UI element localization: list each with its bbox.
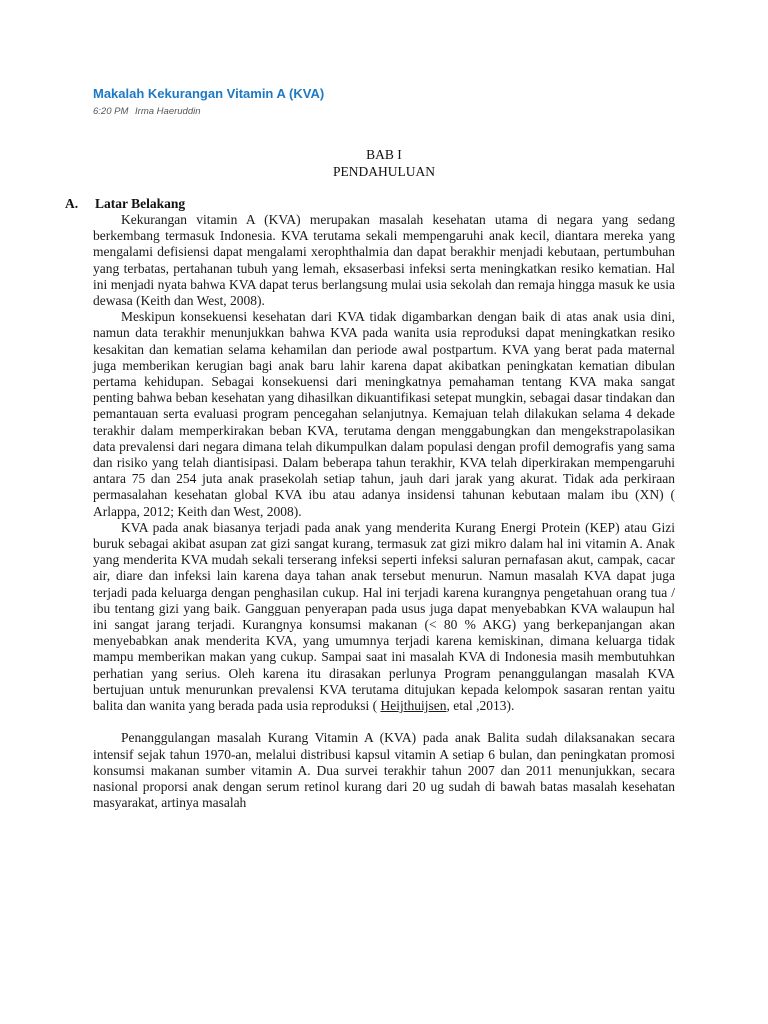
post-title[interactable]: Makalah Kekurangan Vitamin A (KVA) [93, 86, 325, 101]
post-meta [93, 106, 205, 117]
chapter-title: PENDAHULUAN [333, 164, 435, 179]
post-author[interactable]: Irma Haeruddin [135, 106, 201, 117]
paragraph-3 [93, 520, 675, 714]
section-title: Latar Belakang [95, 196, 186, 211]
post-time: 6:20 PM [93, 106, 129, 117]
section-label: A. [65, 196, 79, 211]
citation-link[interactable]: Heijthuijsen [380, 698, 447, 714]
paragraph-2: Meskipun konsekuensi kesehatan dari KVA tidak digambarkan dengan baik di atas anak usia dini, namun data terakhir menunjukkan bahwa KVA pada wanita usia reproduksi dapat meningkatkan resiko kesakitan dan kematian selama kehamilan dan periode awal postpartum. KVA yang berat pada maternal juga memberikan kerugian bagi anak baru lahir karena dapat akibatkan peningkatan kematian dibulan pertama kehidupan. Sebagai konsekuensi dari meningkatnya pemahaman tentang KVA maka sangat penting bahwa beban kesehatan yang dihasilkan dikuantifikasi setepat mungkin, sebagai dasar tindakan dan pemantauan serta evaluasi program pencegahan selanjutnya. Kemajuan telah dilakukan selama 4 dekade terakhir dalam memperkirakan beban KVA, terutama dengan menggabungkan dan mengekstrapolasikan data prevalensi dari negara dimana telah dikumpulkan dalam populasi dengan profil demografis yang sama dan risiko yang telah diantisipasi. Dalam beberapa tahun terakhir, KVA telah diperkirakan mempengaruhi antara 75 dan 254 juta anak prasekolah setiap tahun, jauh dari jarak yang akurat. Tidak ada perkiraan permasalahan kesehatan global KVA ibu atau adanya insidensi tahunan kebutaan malam ibu (XN) ( Arlappa, 2012; Keith dan West, 2008). [93, 309, 675, 519]
paragraph-3-text: KVA pada anak biasanya terjadi pada anak yang menderita Kurang Energi Protein (KEP) atau Gizi buruk sebagai akibat asupan zat gizi sangat kurang, termasuk zat gizi mikro dalam hal ini vitamin A. Anak yang menderita KVA mudah sekali terserang infeksi seperti infeksi saluran pernafasan akut, campak, cacar air, diare dan infeksi lain karena daya tahan anak tersebut menurun. Namun masalah KVA dapat juga terjadi pada keluarga dengan penghasilan cukup. Hal ini terjadi karena kurangnya pengetahuan orang tua / ibu tentang gizi yang baik. Gangguan penyerapan pada usus juga dapat menyebabkan KVA walaupun hal ini sangat jarang terjadi. Kurangnya konsumsi makanan (< 80 % AKG) yang berkepanjangan akan menyebabkan anak menderita KVA, yang umumnya terjadi karena kemiskinan, dimana keluarga tidak mampu memberikan makan yang cukup. Sampai saat ini masalah KVA di Indonesia masih membutuhkan perhatian yang serius. Oleh karena itu dirasakan perlunya Program penanggulangan masalah KVA bertujuan untuk menurunkan prevalensi KVA terutama ditujukan kepada kelompok sasaran rentan yaitu balita dan wanita yang berada pada usia reproduksi ( [93, 519, 675, 714]
chapter-number: BAB I [366, 147, 402, 162]
body-text [93, 212, 675, 811]
paragraph-3-tail: , etal ,2013). [446, 698, 515, 714]
section-heading [65, 196, 185, 212]
paragraph-4: Penanggulangan masalah Kurang Vitamin A (KVA) pada anak Balita sudah dilaksanakan secara intensif sejak tahun 1970-an, melalui distribusi kapsul vitamin A setiap 6 bulan, dan peningkatan promosi konsumsi makanan sumber vitamin A. Dua survei terakhir tahun 2007 dan 2011 menunjukkan, secara nasional proporsi anak dengan serum retinol kurang dari 20 ug sudah di bawah batas masalah kesehatan masyarakat, artinya masalah [93, 730, 675, 811]
paragraph-1: Kekurangan vitamin A (KVA) merupakan masalah kesehatan utama di negara yang sedang berkembang termasuk Indonesia. KVA terutama sekali mempengaruhi anak kecil, diantara mereka yang mengalami defisiensi dapat mengalami xerophthalmia dan dapat berakhir menjadi kebutaan, pertumbuhan yang terbatas, pertahanan tubuh yang lemah, eksaserbasi infeksi serta meningkatkan resiko kematian. Hal ini menjadi nyata bahwa KVA dapat terus berlangsung mulai usia sekolah dan remaja hingga masuk ke usia dewasa (Keith dan West, 2008). [93, 212, 675, 309]
